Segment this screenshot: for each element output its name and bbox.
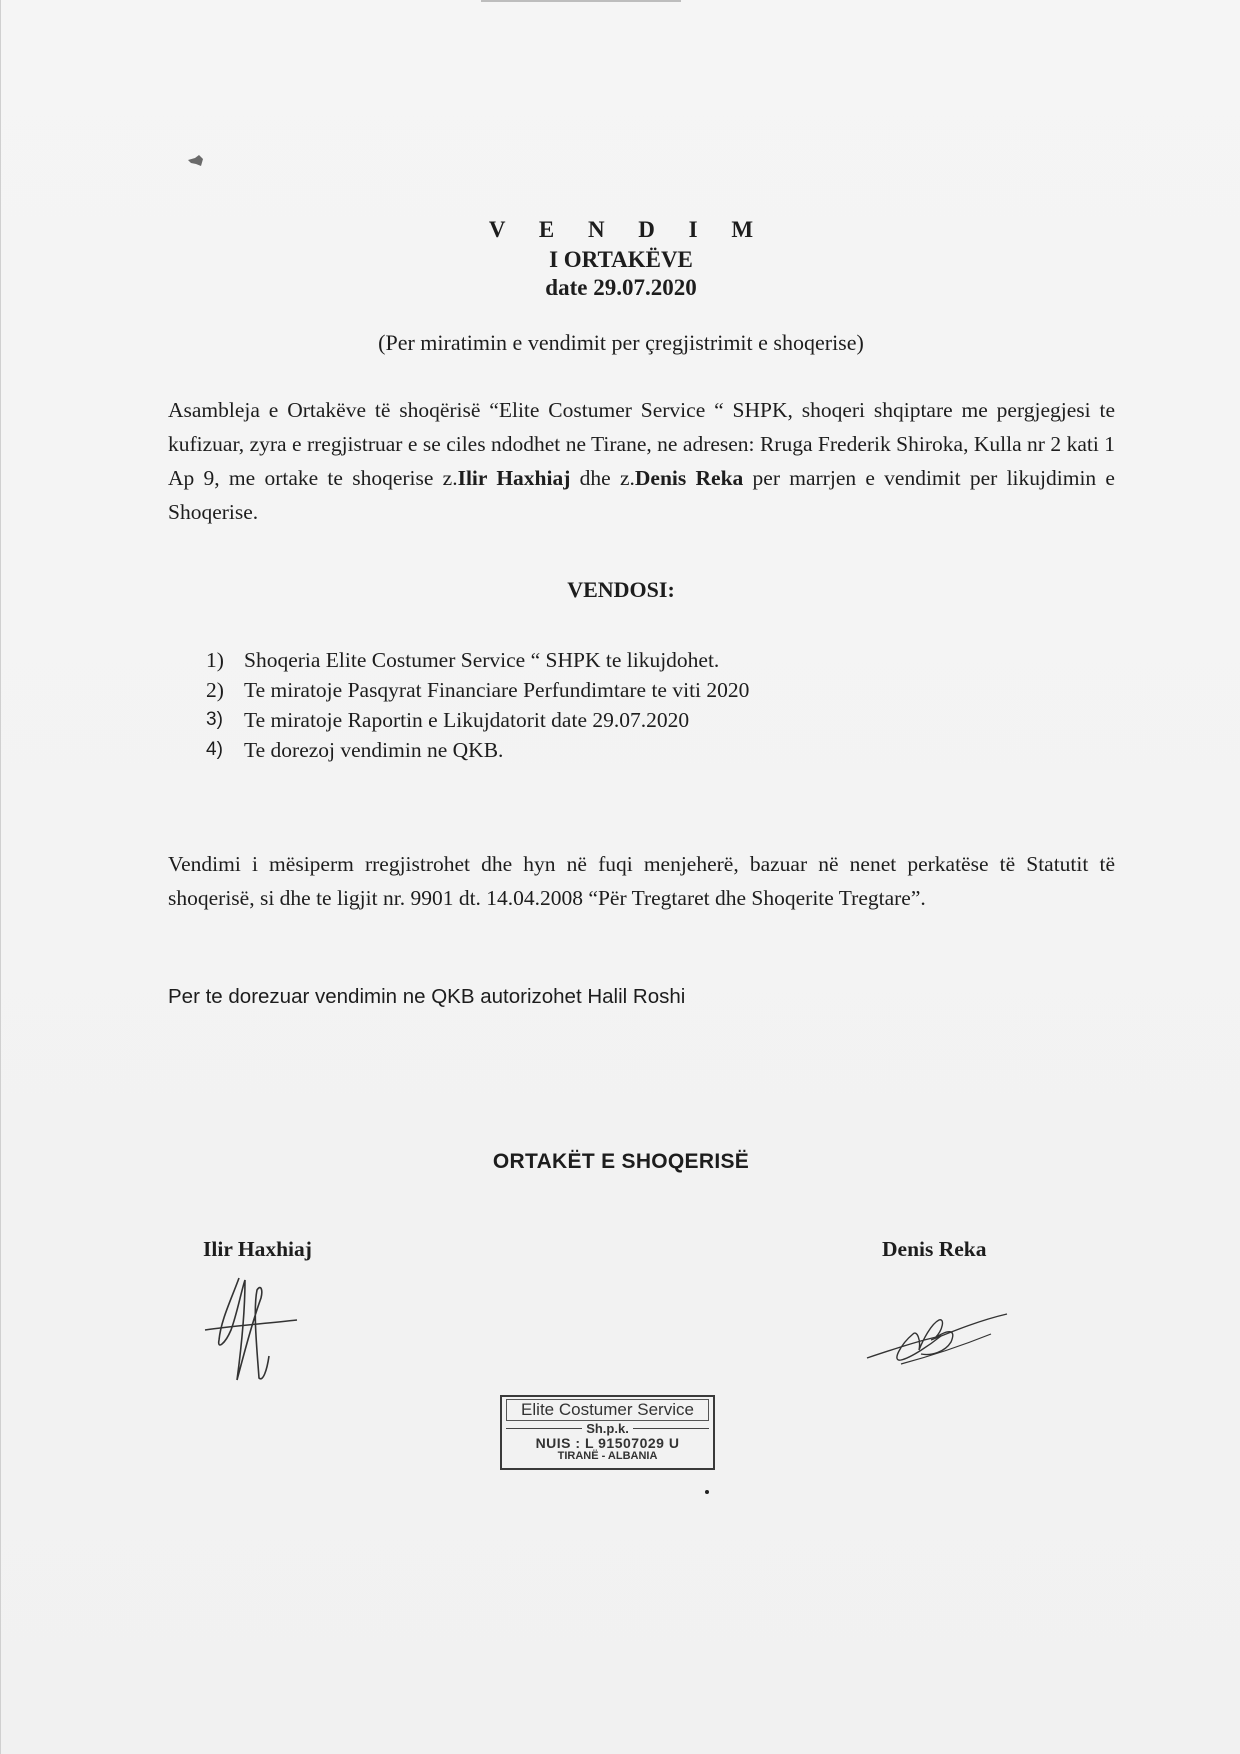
stamp-company-name: Elite Costumer Service [506, 1399, 709, 1421]
list-item [206, 735, 749, 765]
list-item-number: 2) [206, 678, 224, 702]
list-item-number: 1) [206, 648, 224, 672]
signatory-right-name: Denis Reka [882, 1237, 987, 1261]
assembly-text-b: dhe z. [570, 466, 635, 490]
stamp-legal-form-row [506, 1422, 709, 1435]
document-title: V E N D I M [488, 217, 768, 242]
scan-speck-mark [187, 154, 205, 168]
stamp-nuis: NUIS : L 91507029 U [535, 1435, 680, 1451]
list-item [206, 675, 749, 705]
assembly-text-a: Asambleja e Ortakëve të shoqërisë “Elite Costumer Service “ SHPK, shoqeri shqiptare me pergjegjesi te kufizuar, zyra e rregjistruar e se ciles ndodhet ne Tirane, ne adresen: Rruga Frederik Shiroka, Kulla nr 2 kati 1 Ap 9, me ortake te shoqerise z. [168, 398, 1115, 490]
list-item-text: Te miratoje Pasqyrat Financiare Perfundimtare te viti 2020 [244, 678, 750, 702]
partner-name-2: Denis Reka [634, 466, 744, 490]
stamp-rule [506, 1428, 582, 1429]
document-subtitle: I ORTAKËVE [549, 247, 693, 272]
partners-heading: ORTAKËT E SHOQERISË [492, 1150, 750, 1173]
list-item [206, 705, 749, 735]
list-item [206, 645, 749, 675]
signatory-left-name: Ilir Haxhiaj [203, 1237, 312, 1261]
scan-dot-mark [705, 1490, 709, 1494]
authorization-line: Per te dorezuar vendimin ne QKB autorizohet Halil Roshi [168, 985, 686, 1008]
list-item-text: Te dorezoj vendimin ne QKB. [244, 738, 504, 762]
signature-right-icon [861, 1300, 1011, 1375]
stamp-legal-form: Sh.p.k. [586, 1421, 629, 1436]
document-purpose: (Per miratimin e vendimit per çregjistrimit e shoqerise) [378, 330, 864, 355]
list-item-number: 3) [206, 709, 223, 730]
decision-list [206, 645, 749, 765]
signature-left-icon [201, 1270, 311, 1395]
list-item-text: Shoqeria Elite Costumer Service “ SHPK te likujdohet. [244, 648, 720, 672]
document-date: date 29.07.2020 [545, 275, 697, 300]
stamp-rule [633, 1428, 709, 1429]
list-item-number: 4) [206, 739, 223, 760]
decision-heading: VENDOSI: [567, 577, 675, 602]
list-item-text: Te miratoje Raportin e Likujdatorit date 29.07.2020 [244, 708, 690, 732]
stamp-location: TIRANË - ALBANIA [557, 1450, 658, 1462]
company-stamp [500, 1395, 715, 1470]
scan-edge-mark [481, 0, 681, 2]
assembly-paragraph [168, 393, 1115, 529]
assembly-text-c: per marrjen e vendimit per likujdimin e Shoqerise. [168, 466, 1115, 524]
partner-name-1: Ilir Haxhiaj [457, 466, 571, 490]
legal-basis-paragraph: Vendimi i mësiperm rregjistrohet dhe hyn në fuqi menjeherë, bazuar në nenet perkatëse të Statutit të shoqerisë, si dhe te ligjit nr. 9901 dt. 14.04.2008 “Për Tregtaret dhe Shoqerite Tregtare”. [168, 852, 1115, 910]
